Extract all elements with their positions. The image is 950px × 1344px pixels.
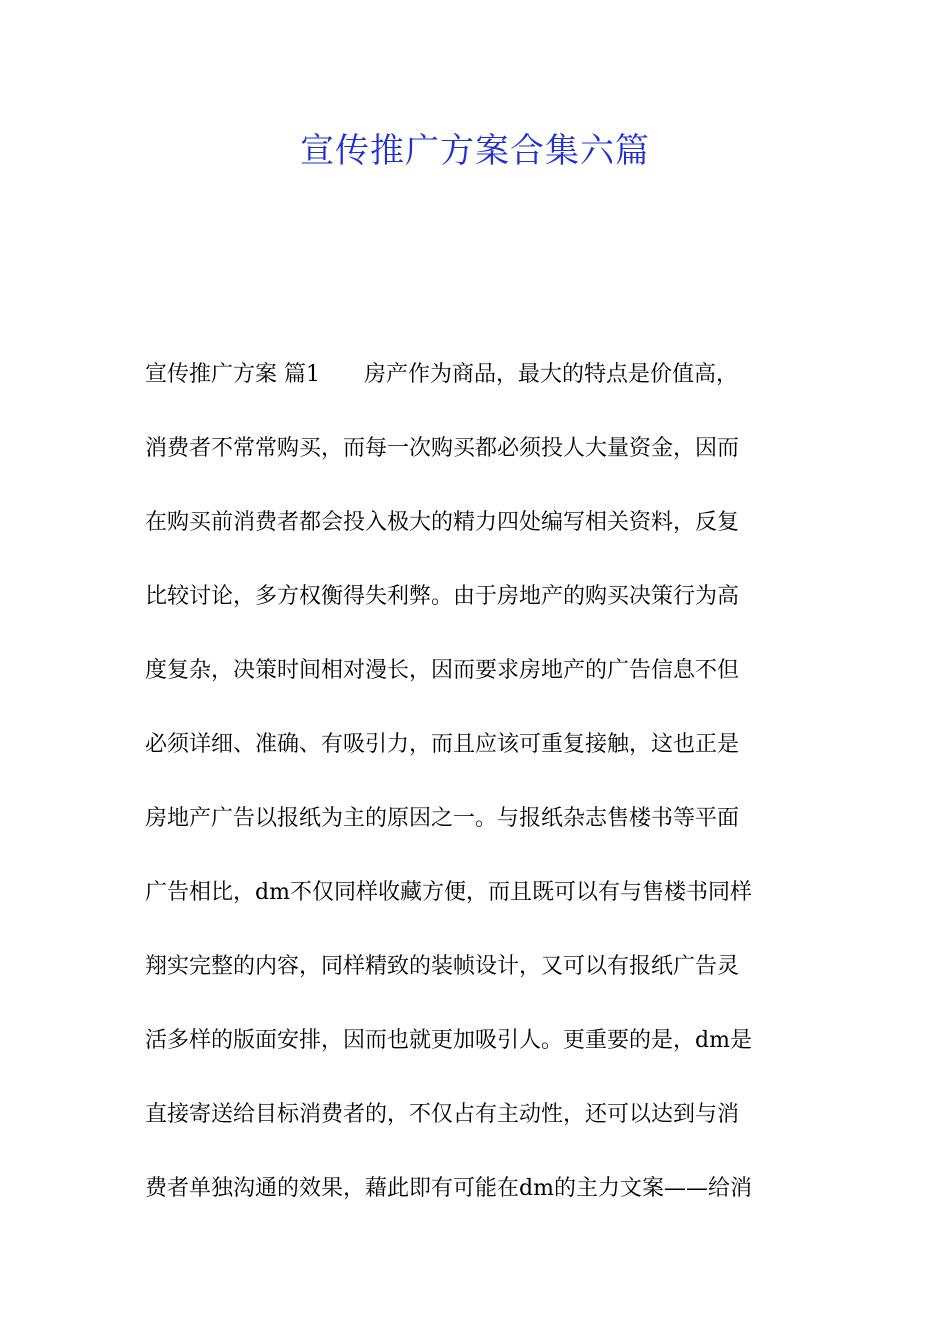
document-title: 宣传推广方案合集六篇 [300,131,650,171]
body-line-3: 在购买前消费者都会投入极大的精力四处编写相关资料，反复 [145,510,740,535]
body-line-11: 直接寄送给目标消费者的，不仅占有主动性，还可以达到与消 [145,1102,740,1127]
body-line-1: 宣传推广方案 篇1 房产作为商品，最大的特点是价值高， [145,362,738,387]
body-line-12: 费者单独沟通的效果，藉此即有可能在dm的主力文案——给消 [145,1176,752,1201]
body-line-5: 度复杂，决策时间相对漫长，因而要求房地产的广告信息不但 [145,658,740,683]
body-line-4: 比较讨论，多方权衡得失利弊。由于房地产的购买决策行为高 [145,584,740,609]
body-line-8: 广告相比，dm不仅同样收藏方便，而且既可以有与售楼书同样 [145,880,752,905]
body-line-7: 房地产广告以报纸为主的原因之一。与报纸杂志售楼书等平面 [145,806,740,831]
body-line-9: 翔实完整的内容，同样精致的装帧设计，又可以有报纸广告灵 [145,954,740,979]
body-line-6: 必须详细、准确、有吸引力，而且应该可重复接触，这也正是 [145,732,740,757]
document-body [145,338,811,1226]
body-line-10: 活多样的版面安排，因而也就更加吸引人。更重要的是，dm是 [145,1028,752,1053]
body-line-2: 消费者不常常购买，而每一次购买都必须投人大量资金，因而 [145,436,740,461]
